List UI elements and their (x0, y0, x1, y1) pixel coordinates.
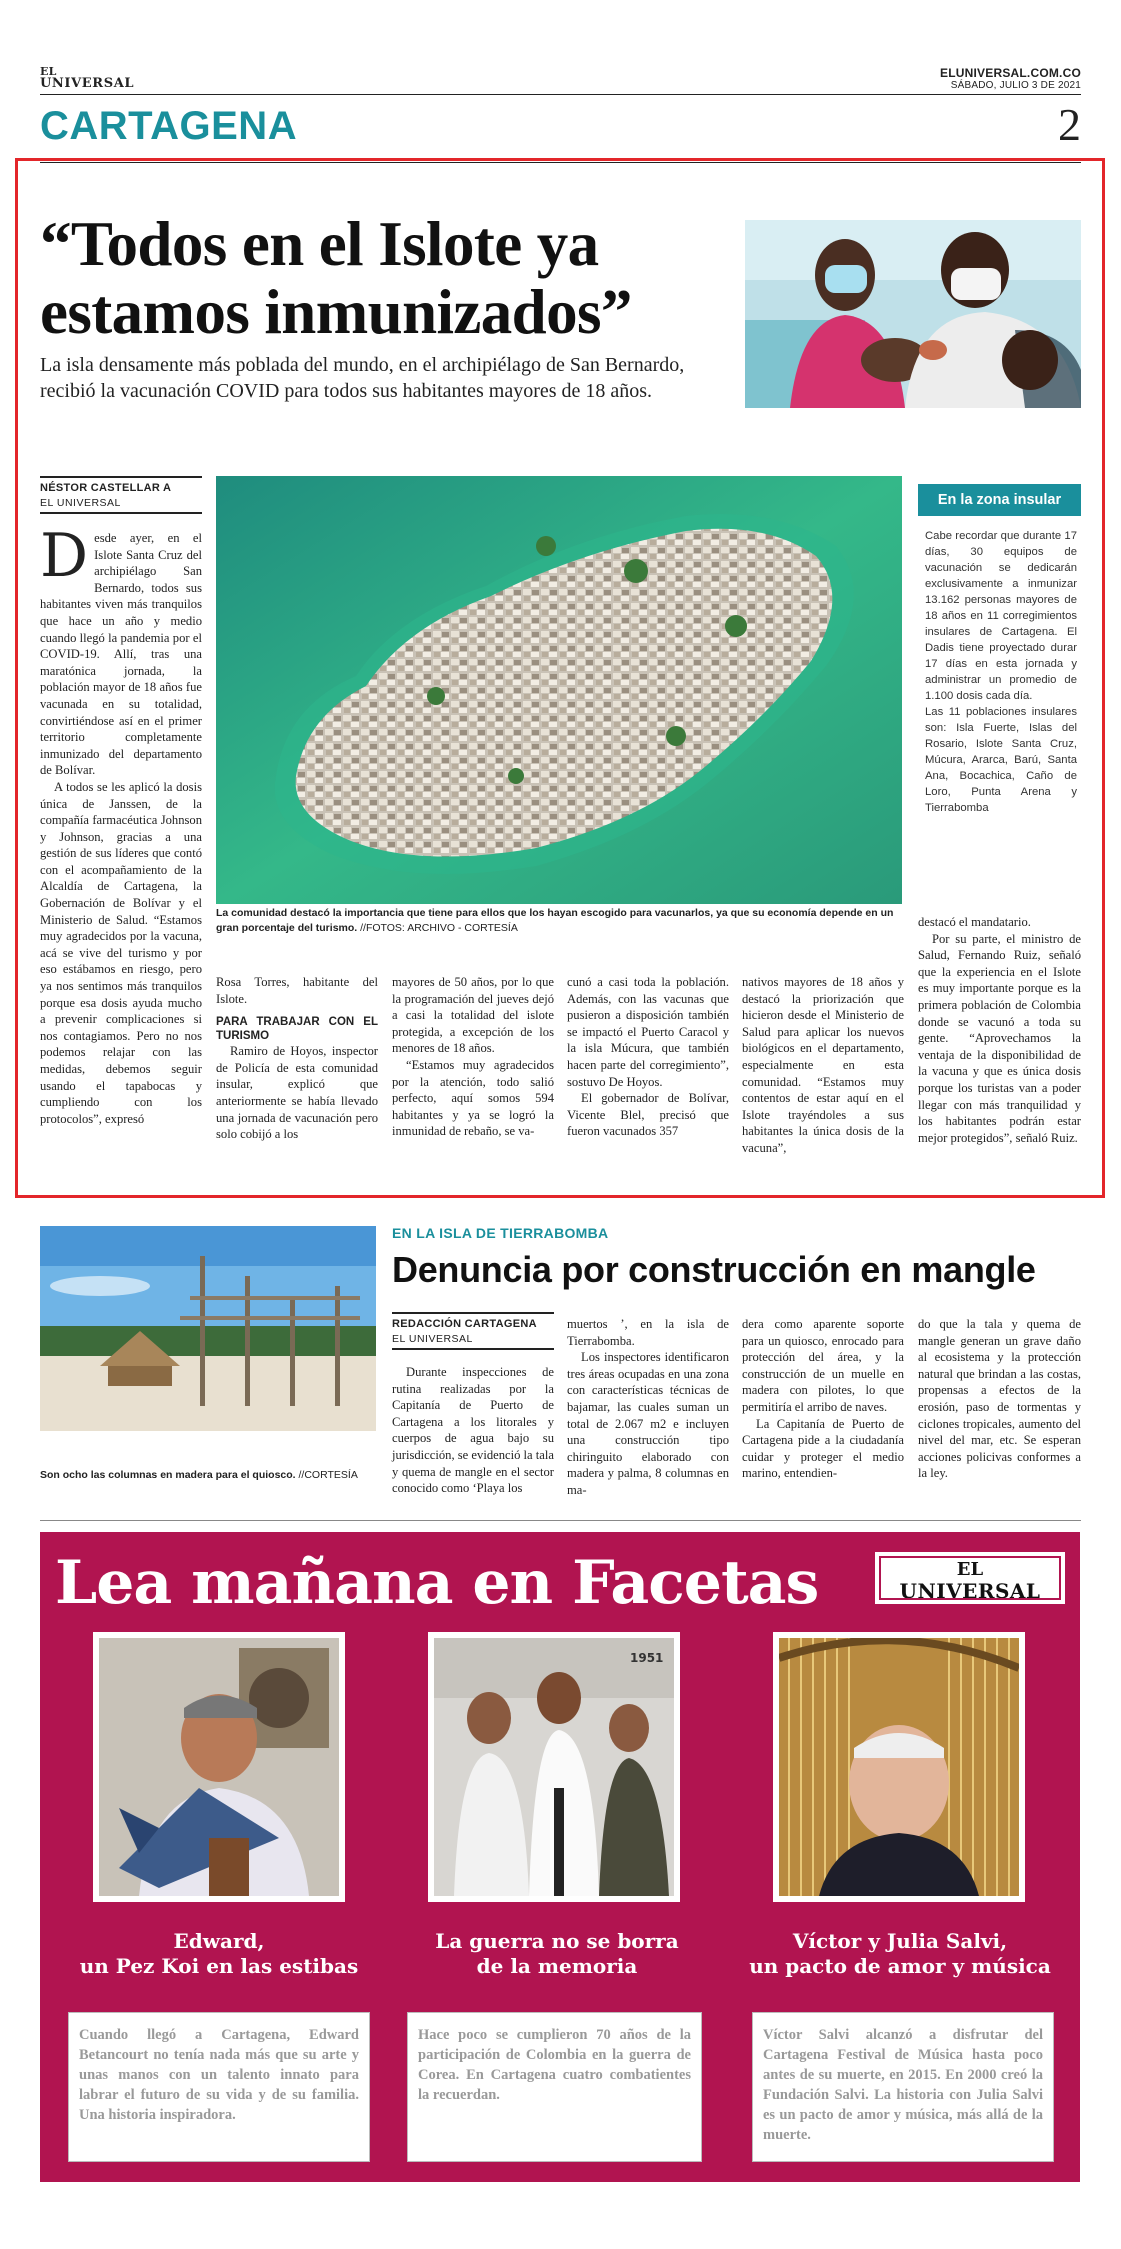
page-number: 2 (1058, 99, 1081, 150)
card-2-head-line-2: de la memoria (476, 1954, 638, 1978)
facetas-logo-line-1: EL (956, 1559, 984, 1580)
logo-line-1: EL (40, 65, 57, 78)
sidebar-title: En la zona insular (918, 484, 1081, 516)
facetas-card-3-text: Víctor Salvi alcanzó a disfrutar del Cartagena Festival de Música hasta poco antes de su muerte, en 2015. En 2000 creó la Fundación Salvi. La historia con Julia Salvi es un pacto de amor y música, más allá de la muerte. (752, 2012, 1054, 2162)
mangrove-caption-credit: //CORTESÍA (298, 1469, 358, 1481)
facetas-card-1-photo[interactable] (93, 1632, 345, 1902)
masthead-logo[interactable] (40, 65, 135, 91)
main-headline (40, 210, 740, 346)
col1-first-paragraph: esde ayer, en el Islote Santa Cruz del archipiélago San Bernardo, todos sus habitantes viven más tranquilos que hace un año y medio cuando llegó la pandemia por el COVID-19. Allí, tras una maratónica jornada, la población mayor de 18 años fue vacunada en su totalidad, convirtiéndose así en el primer territorio completamente inmunizado del departamento de Bolívar. (40, 531, 202, 778)
col6-paragraph-1: destacó el mandatario. (918, 915, 1031, 929)
second-col2-paragraph-1: muertos ’, en la isla de Tierrabomba. (567, 1317, 729, 1348)
second-byline-rule-bottom (392, 1348, 554, 1350)
facetas-logo (875, 1552, 1065, 1604)
facetas-card-2-photo[interactable] (428, 1632, 680, 1902)
main-col-5 (742, 974, 904, 1184)
card-1-head-line-1: Edward, (173, 1929, 265, 1953)
facetas-card-3-photo[interactable] (773, 1632, 1025, 1902)
card-3-head-line-1: Víctor y Julia Salvi, (792, 1929, 1008, 1953)
second-col4-paragraph: do que la tala y quema de mangle generan un grave daño al ecosistema y la protección natural que brindan a las costas, propensas a efectos de la erosión, paso de tormentas y ciclones tropicales, aumento del nivel del mar, etc. Se esperan acciones policivas conformes a la ley. (918, 1317, 1081, 1481)
card-3-head-line-2: un pacto de amor y música (749, 1954, 1051, 1978)
facetas-logo-line-2: UNIVERSAL (899, 1579, 1041, 1603)
second-col-1 (392, 1364, 554, 1514)
col5-paragraph-1: nativos mayores de 18 años y destacó la priorización que hicieron desde el Ministerio de Salud para aplicar los nuevos biológicos en el departamento, especialmente en esta comunidad. “Estamos muy contentos de estar aquí en el Islote trayéndoles a sus habitantes la única dosis de la vacuna”, (742, 975, 904, 1155)
mangrove-caption-text: Son ocho las columnas en madera para el quiosco. (40, 1469, 296, 1481)
island-caption-text: La comunidad destacó la importancia que tiene para ellos que los hayan escogido para vacunarlos, ya que su economía depende en un gran porcentaje del turismo. (216, 907, 894, 934)
issue-date: SÁBADO, JULIO 3 DE 2021 (950, 80, 1081, 91)
second-col-3 (742, 1316, 904, 1516)
headline-line-2: estamos inmunizados” (40, 277, 632, 347)
col4-paragraph-1: cunó a casi toda la población. Además, con las vacunas que pusieron a disposición también se impactó el Puerto Caracol y la isla Múcura, que también hacen parte del corregimiento”, sostuvo De Hoyos. (567, 975, 729, 1089)
second-col-2 (567, 1316, 729, 1516)
photo-year-label: 1951 (630, 1651, 664, 1665)
main-col-6 (918, 914, 1081, 1184)
section-title[interactable]: CARTAGENA (40, 104, 298, 148)
second-byline-name: REDACCIÓN CARTAGENA (392, 1318, 537, 1330)
sidebar-paragraph-2: Las 11 poblaciones insulares son: Isla Fuerte, Islas del Rosario, Islote Santa Cruz, Múcura, Ararca, Barú, Santa Ana, Bocachica, Caño de Loro, Punta Arena y Tierrabomba (925, 706, 1077, 814)
header-rule (40, 94, 1081, 95)
second-col3-paragraph-1: dera como aparente soporte para un quiosco, enrocado para protección del área, y la construcción de un muelle en madera con pilotes, lo que permitiría el arribo de naves. (742, 1317, 904, 1414)
facetas-card-2-headline[interactable] (398, 1929, 716, 1979)
facetas-card-3-headline[interactable] (735, 1929, 1065, 1979)
facetas-promo[interactable] (40, 1532, 1080, 2182)
dropcap: D (40, 521, 89, 591)
col4-paragraph-2: El gobernador de Bolívar, Vicente Blel, precisó que fueron vacunados 357 (567, 1091, 729, 1139)
card-1-head-line-2: un Pez Koi en las estibas (79, 1954, 359, 1978)
col2-paragraph-2: Ramiro de Hoyos, inspector de Policía de esta comunidad insular, explicó que anteriormente se había llevado una jornada de vacunación pero solo cobijó a los (216, 1044, 378, 1142)
second-col1-paragraph: Durante inspecciones de rutina realizadas por la Capitanía de Puerto de Cartagena a los litorales y cuerpos de agua bajo su jurisdicción, se evidenció la tala y quema de mangle en el sector conocido como ‘Playa los (392, 1365, 554, 1496)
facetas-card-1-headline[interactable] (60, 1929, 378, 1979)
byline-rule-bottom (40, 512, 202, 514)
facetas-card-2-text: Hace poco se cumplieron 70 años de la participación de Colombia en la guerra de Corea. En Cartagena cuatro combatientes la recuerdan. (407, 2012, 702, 2162)
second-byline-org: EL UNIVERSAL (392, 1333, 473, 1345)
main-col-1 (40, 521, 202, 1180)
col6-paragraph-2: Por su parte, el ministro de Salud, Fernando Ruiz, señaló que la experiencia en el Islote es muy importante porque es la primera población de Colombia donde se vacunó a toda su gente. “Aprovechamos la ventaja de la disponibilidad de la vacuna y que es única dosis porque los turistas van a poder llegar con más tranquilidad y los habitantes podrán estar mejor protegidos”, señaló Ruiz. (918, 931, 1081, 1145)
logo-line-2: UNIVERSAL (40, 76, 135, 91)
sidebar-paragraph-1: Cabe recordar que durante 17 días, 30 equipos de vacunación se dedicarán exclusivamente a inmunizar 13.162 personas mayores de 18 años en 11 corregimientos insulares de Cartagena. El Dadis tiene proyectado durar 17 días en esta jornada y administrar un promedio de 1.100 dosis cada día. (925, 530, 1077, 702)
sidebar-body (925, 528, 1077, 816)
main-col-2 (216, 974, 378, 1184)
byline-rule-top (40, 476, 202, 478)
facetas-top-rule (40, 1520, 1081, 1521)
vaccination-photo (745, 220, 1081, 408)
col2-paragraph-1: Rosa Torres, habitante del Islote. (216, 975, 378, 1006)
second-headline: Denuncia por construcción en mangle (392, 1249, 1036, 1290)
island-caption (216, 906, 902, 936)
main-col-4 (567, 974, 729, 1184)
card-2-head-line-1: La guerra no se borra (435, 1929, 679, 1953)
byline-org: EL UNIVERSAL (40, 497, 121, 509)
second-col3-paragraph-2: La Capitanía de Puerto de Cartagena pide a la ciudadanía cuidar y proteger el medio marino, entendien- (742, 1416, 904, 1481)
mangrove-caption (40, 1468, 380, 1483)
island-photo (216, 476, 902, 904)
facetas-card-1-text: Cuando llegó a Cartagena, Edward Betancourt no tenía nada más que su arte y unas manos con un talento innato para labrar el futuro de su vida y de su familia. Una historia inspiradora. (68, 2012, 370, 2162)
second-col2-paragraph-2: Los inspectores identificaron tres áreas ocupadas en una zona con características técnicas de bajamar, las cuales suman un total de 2.067 m2 e incluyen una construcción tipo chiringuito elaborado con madera y palma, 8 columnas en ma- (567, 1350, 729, 1497)
main-col-3 (392, 974, 554, 1184)
second-byline-rule-top (392, 1312, 554, 1314)
mangrove-photo (40, 1226, 376, 1431)
headline-line-1: “Todos en el Islote ya (40, 209, 599, 279)
col3-paragraph-2: “Estamos muy agradecidos por la atención, todo salió perfecto, aquí somos 594 habitantes y ya se logró la inmunidad de rebaño, se va- (392, 1057, 554, 1139)
col2-subhead: PARA TRABAJAR CON EL TURISMO (216, 1016, 378, 1043)
site-url[interactable]: ELUNIVERSAL.COM.CO (940, 66, 1081, 80)
facetas-title: Lea mañana en Facetas (55, 1548, 819, 1618)
second-kicker: EN LA ISLA DE TIERRABOMBA (392, 1225, 609, 1241)
byline-name: NÉSTOR CASTELLAR A (40, 482, 172, 494)
main-deck: La isla densamente más poblada del mundo, en el archipiélago de San Bernardo, recibió la vacunación COVID para todos sus habitantes mayores de 18 años. (40, 354, 685, 402)
second-col-4 (918, 1316, 1081, 1516)
col3-paragraph-1: mayores de 50 años, por lo que la programación del jueves dejó a casi la totalidad del islote protegida, a excepción de los menores de 18 años. (392, 975, 554, 1056)
col1-paragraph-2: A todos se les aplicó la dosis única de Janssen, de la compañía farmacéutica Johnson y Johnson, gracias a una gestión de sus líderes que contó con el acompañamiento de la Alcaldía de Cartagena, la Gobernación de Bolívar y el Ministerio de Salud. “Estamos muy agradecidos por la vacuna, acá se vive del turismo y por eso estábamos en riesgo, pero ya nos sentimos más tranquilos porque esa dosis ayuda mucho a prevenir complicaciones si nos contagiamos. Pero no nos podemos relajar con las medidas, debemos seguir usando el tapabocas y cumpliendo con los protocolos”, expresó (40, 779, 202, 1126)
island-caption-credit: //FOTOS: ARCHIVO - CORTESÍA (360, 922, 518, 934)
